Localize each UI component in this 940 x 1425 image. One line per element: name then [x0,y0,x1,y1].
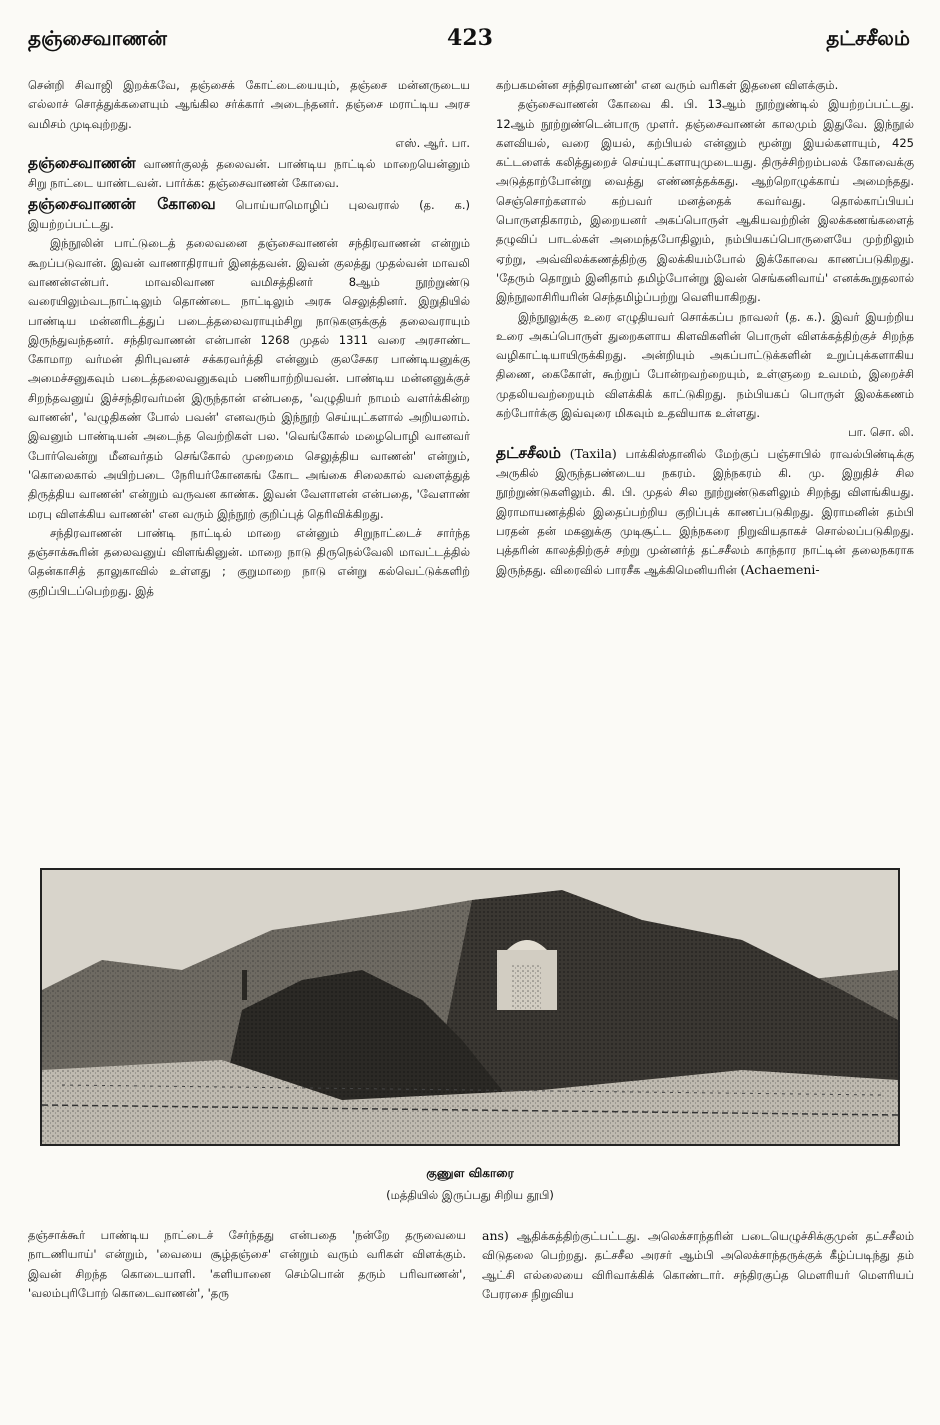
photograph-kunala-stupa [40,868,900,1146]
entry-latin-tail: (Achaemeni- [740,562,820,578]
figure-subcaption: (மத்தியில் இருப்பது சிறிய தூபி) [386,1188,554,1202]
bottom-right-column [482,1226,914,1304]
landscape-photo [42,870,898,1144]
entry-text: வாணர்குலத் தலைவன். பாண்டிய நாட்டில் மாறையென்னும் சிறு நாட்டை யாண்டவன். பார்க்க: தஞ்சைவாணன் கோவை. [28,157,470,191]
entry-heading: தட்சசீலம் [496,443,561,462]
entry-text: பாக்கிஸ்தானில் மேற்குப் பஞ்சாபில் ராவல்பிண்டிக்கு அருகில் இருந்தபண்டைய நகரம். இந்நகரம் கி. மு. இறுதிச் சில நூற்றுண்டுகளிலும். கி. பி. முதல் சில நூற்றுண்டுகளிலும் சிறந்து விளங்கியது. இராமாயணத்தில் இதைப்பற்றிய குறிப்புக் காணப்படுகிறது. இராமனின் தம்பி பரதன் தன் மகனுக்கு முடிசூட்ட இந்நகரை நிறுவியதாகச் சொல்லப்படுகிறது. புத்தரின் காலத்திற்குச் சற்று முன்னர்த் தட்சசீலம் காந்தார நாட்டின் தலைநகராக இருந்தது. விரைவில் பாரசீக ஆக்கிமெனியரின் [496,446,915,578]
author-signature: பா. சொ. லி. [848,425,914,440]
stupa-detail [512,965,542,1010]
entry-heading: தஞ்சைவாணன் கோவை [28,194,216,213]
small-pillar [242,970,247,1000]
entry-heading: தஞ்சைவாணன் [28,154,136,173]
body-paragraph: கற்பகமன்ன சந்திரவாணன்' என வரும் வரிகள் இதனை விளக்கும். [496,78,839,92]
entry-thanjaivanan [28,153,470,194]
entry-thanjaivanan-kovai [28,194,470,235]
body-paragraph: இந்நூலுக்கு உரை எழுதியவர் சொக்கப்ப நாவலர் (த. க.). இவர் இயற்றிய உரை அகப்பொருள் துறைகளாய கிளவிகளின் பொருள் விளக்கத்திற்குச் சிறந்த வழிகாட்டியாயிருக்கிறது. அன்றியும் அகப்பாட்டுக்களின் உறுப்புக்களாகிய திணை, கைகோள், கூற்றுப் போன்றவற்றையும், உள்ளுறை உவமம், இறைச்சி முதலியவற்றையும் விளக்கிக் காட்டுகிறது. நம்பியகப் பொருள் இலக்கணம் கற்போர்க்கு இவ்வுரை மிகவும் உதவியாக உள்ளது. [496,309,914,421]
figure-caption: குணுள விகாரை [426,1166,514,1180]
running-head-left: தஞ்சைவாணன் [28,26,167,50]
running-head-right: தட்சசீலம் [826,26,910,50]
left-column [28,76,470,601]
body-paragraph: தஞ்சைவாணன் கோவை கி. பி. 13ஆம் நூற்றுண்டில் இயற்றப்பட்டது. 12ஆம் நூற்றுண்டென்பாரு முளர். தஞ்சைவாணன் காலமும் இதுவே. இந்நூல் களவியல், வரை இயல், கற்பியல் என்னும் மூன்று இயல்களாயும், 425 கட்டளைக் கலித்துறைச் செய்யுட்களாயுமுடையது. திருச்சிற்றம்பலக் கோவைக்கு அடுத்தாற்போன்று வைத்து எண்ணத்தக்கது. ஆற்றொழுக்காய் அமைந்தது. செஞ்சொற்களால் கற்பவர் மனத்தைக் கவர்வது. தொல்காப்பியப் பொருளதிகாரம், இறையனர் அகப்பொருள் ஆகியவற்றின் இலக்கணங்களைத் தழுவிப் பாடல்கள் அமைந்தபோதிலும், நம்பியகப்பொருளையே முற்றிலும் ஏற்று, அவ்விலக்கணத்திற்கு இலக்கியம்போல் இக்கோவை காணப்படுகிறது. 'தேரும் தொறும் இனிதாம் தமிழ்போன்று இவன் செங்கனிவாய்' எனக்கூறுதலால் இந்நூலாசிரியரின் செந்தமிழ்ப்பற்று வெளியாகிறது. [496,97,914,305]
body-paragraph: சந்திரவாணன் பாண்டி நாட்டில் மாறை என்னும் சிறுநாட்டைச் சார்ந்த தஞ்சாக்கூரின் தலைவனுய் விளங்கினுன். மாறை நாடு திருநெல்வேலி மாவட்டத்தில் தென்காசித் தாலுகாவில் உள்ளது ; குறுமாறை நாடு என்று கல்வெட்டுக்களிற் குறிப்பிடப்பெற்றது. இத் [28,525,470,598]
author-signature: எஸ். ஆர். பா. [395,135,470,150]
latin-fragment: ans) [482,1228,509,1243]
body-paragraph: இந்நூலின் பாட்டுடைத் தலைவனை தஞ்சைவாணன் சந்திரவாணன் என்றும் கூறப்படுவான். இவன் வாணாதிராயர் இனத்தவன். இவன் குலத்து முதல்வன் மாவலி வாணன்என்பர். மாவலிவாண வமிசத்தினர் 8ஆம் நூற்றுண்டு வரையிலும்வடநாட்டிலும் தொண்டை நாட்டிலும் அரசு செலுத்தினர். இறுதியில் பாண்டிய மன்னரிடத்துப் படைத்தலைவராயும்சிறு நாடுகளுக்குத் தலைவராயும் இருந்துவந்தனர். சந்திரவாணன் என்பான் 1268 முதல் 1311 வரை அரசாண்ட கோமாற வர்மன் திரிபுவனச் சக்கரவர்த்தி என்னும் குலசேகர பாண்டியனுக்கு அமைச்சனுகவும் படைத்தலைவனுகவும் பணியாற்றியவன். பாண்டிய மன்னனுக்குச் சிறந்தவனுய் இச்சந்திரவர்மன் இருந்தான் என்பதை, 'வழுதியர் நாமம் வளர்க்கின்ற வாணன்', 'வழுதிகண் போல் பவன்' எனவரும் இந்நூற் செய்யுட்களால் அறியலாம். இவனும் பாண்டியன் அடைந்த வெற்றிகள் பல. 'வெங்கோல் மழைபொழி வானவர் போர்வென்று மீனவர்தம் செங்கோல் முறைமை செலுத்திய வாணன்' என்றும், 'கொலைகால் அயிற்படை நேரியர்கோனகங் கோட அங்கை சிலைகால் வளைத்துத் திருத்திய வாணன்' என்றும் வருவன காண்க. இவன் வேளாளன் என்பதை, 'வேளாண் மரபு விளக்கிய வாணன்' என வரும் இந்நூற் குறிப்புத் தெரிவிக்கிறது. [28,236,470,521]
paragraph-continuation: சென்றி சிவாஜி இறக்கவே, தஞ்சைக் கோட்டையையும், தஞ்சை மன்னருடைய எல்லாச் சொத்துக்களையும் ஆங்கில சர்க்கார் அடைந்தனர். தஞ்சை மராட்டிய அரச வமிசம் முடிவுற்றது. [28,78,470,131]
right-column [496,76,914,581]
entry-text: பொய்யாமொழிப் புலவரால் (த. க.) இயற்றப்பட்டது. [28,197,470,232]
body-paragraph [482,1226,914,1304]
entry-latin-name: (Taxila) [569,445,617,461]
entry-taxila [496,443,914,581]
paragraph-text: ஆதிக்கத்திற்குட்பட்டது. அலெக்சாந்தரின் படையெழுச்சிக்குமுன் தட்சசீலம் விடுதலை பெற்றது. தட்சசீல அரசர் ஆம்பி அலெக்சாந்தருக்குக் கீழ்ப்படிந்து தம் ஆட்சி எல்லையை விரிவாக்கிக் கொண்டார். சந்திரகுப்த மௌரியர் மௌரியப் பேரரசை நிறுவிய [482,1229,914,1301]
body-paragraph: தஞ்சாக்கூர் பாண்டிய நாட்டைச் சேர்ந்தது என்பதை 'நன்றே தருவையை நாடணியாய்' என்றும், 'வையை சூழ்தஞ்சை' என்றும் வரும் வரிகள் விளக்கும். இவன் சிறந்த கொடையாளி. 'களியானை செம்பொன் தரும் பரிவாணன்', 'வலம்புரிபோற் கொடைவாணன்', 'தரு [28,1228,466,1300]
page-number: 423 [447,25,493,51]
bottom-left-column [28,1226,466,1303]
